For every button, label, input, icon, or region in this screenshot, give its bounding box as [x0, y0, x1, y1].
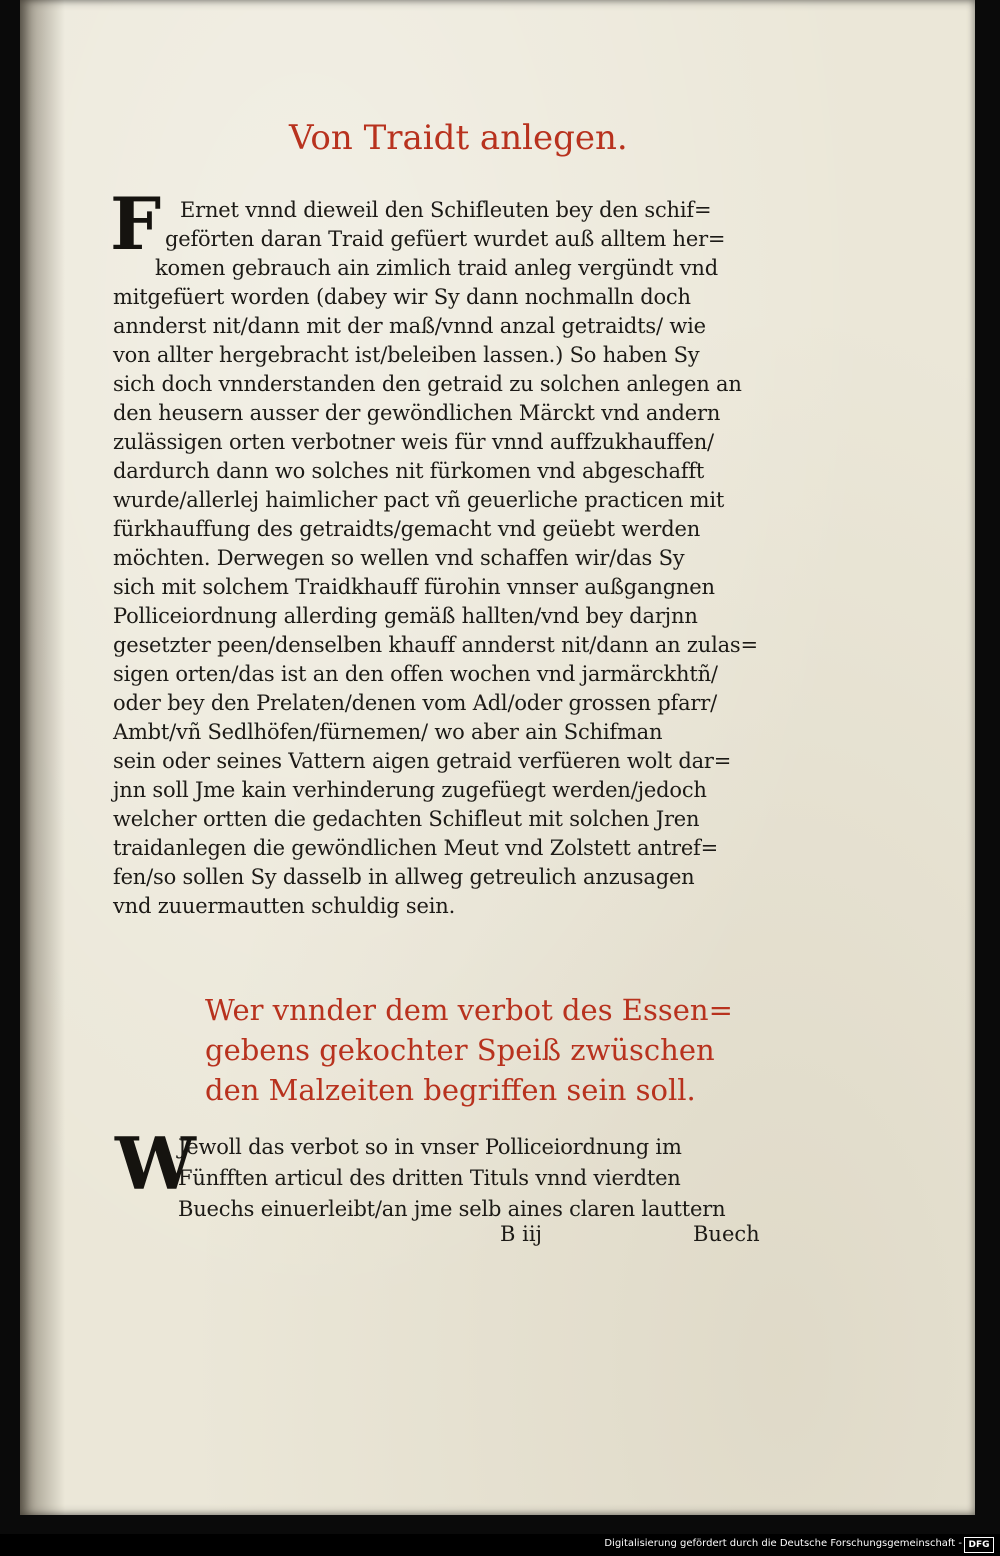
catchword: Buech: [693, 1222, 760, 1246]
section-2-heading-line: Wer vnnder dem verbot des Essen=: [205, 993, 733, 1027]
text-line: Ambt/vñ Sedlhöfen/fürnemen/ wo aber ain Schifman: [113, 720, 663, 744]
signature-mark: B iij: [500, 1222, 543, 1246]
text-line: annderst nit/dann mit der maß/vnnd anzal getraidts/ wie: [113, 314, 706, 338]
gutter-shadow: [20, 0, 65, 1515]
section-2-heading: [205, 990, 733, 1110]
section-1-heading: Von Traidt anlegen.: [289, 118, 628, 158]
text-line: den heusern ausser der gewöndlichen Märckt vnd andern: [113, 401, 721, 425]
text-line: fürkhauffung des getraidts/gemacht vnd geüebt werden: [113, 517, 701, 541]
section-1-drop-cap: F: [110, 181, 162, 266]
text-line: oder bey den Prelaten/denen vom Adl/oder grossen pfarr/: [113, 691, 717, 715]
text-line: möchten. Derwegen so wellen vnd schaffen wir/das Sy: [113, 546, 685, 570]
text-line: Fünfften articul des dritten Tituls vnnd vierdten: [178, 1166, 681, 1190]
text-line: jnn soll Jme kain verhinderung zugefüegt werden/jedoch: [113, 778, 707, 802]
section-2-heading-line: gebens gekochter Speiß zwüschen: [205, 1033, 715, 1067]
text-line: sich doch vnnderstanden den getraid zu solchen anlegen an: [113, 372, 742, 396]
text-line: Buechs einuerleibt/an jme selb aines claren lauttern: [178, 1197, 726, 1221]
text-line: gesetzter peen/denselben khauff annderst nit/dann an zulas=: [113, 633, 758, 657]
text-line: zulässigen orten verbotner weis für vnnd auffzukhauffen/: [113, 430, 714, 454]
text-line: dardurch dann wo solches nit fürkomen vnd abgeschafft: [113, 459, 705, 483]
credit-bar: [0, 1534, 1000, 1556]
text-line: wurde/allerlej haimlicher pact vñ geuerliche practicen mit: [113, 488, 725, 512]
text-line: vnd zuuermautten schuldig sein.: [113, 894, 456, 918]
text-line: Jewoll das verbot so in vnser Polliceiordnung im: [178, 1135, 682, 1159]
text-line: geförten daran Traid gefüert wurdet auß alltem her=: [165, 227, 726, 251]
text-line: fen/so sollen Sy dasselb in allweg getreulich anzusagen: [113, 865, 695, 889]
section-2-heading-line: den Malzeiten begriffen sein soll.: [205, 1073, 696, 1107]
text-line: sein oder seines Vattern aigen getraid verfüeren wolt dar=: [113, 749, 732, 773]
text-line: traidanlegen die gewöndlichen Meut vnd Zolstett antref=: [113, 836, 719, 860]
text-line: Polliceiordnung allerding gemäß hallten/vnd bey darjnn: [113, 604, 698, 628]
text-line: Ernet vnnd dieweil den Schifleuten bey den schif=: [180, 198, 712, 222]
text-line: mitgefüert worden (dabey wir Sy dann nochmalln doch: [113, 285, 691, 309]
text-line: sigen orten/das ist an den offen wochen vnd jarmärckhtñ/: [113, 662, 718, 686]
text-line: komen gebrauch ain zimlich traid anleg vergündt vnd: [155, 256, 718, 280]
text-line: sich mit solchem Traidkhauff fürohin vnnser außgangnen: [113, 575, 715, 599]
dfg-logo-icon: DFG: [964, 1537, 994, 1553]
section-2-drop-cap: W: [115, 1121, 196, 1206]
text-line: von allter hergebracht ist/beleiben lassen.) So haben Sy: [113, 343, 700, 367]
text-line: welcher ortten die gedachten Schifleut mit solchen Jren: [113, 807, 700, 831]
credit-text: Digitalisierung gefördert durch die Deutsche Forschungsgemeinschaft -: [604, 1538, 962, 1549]
